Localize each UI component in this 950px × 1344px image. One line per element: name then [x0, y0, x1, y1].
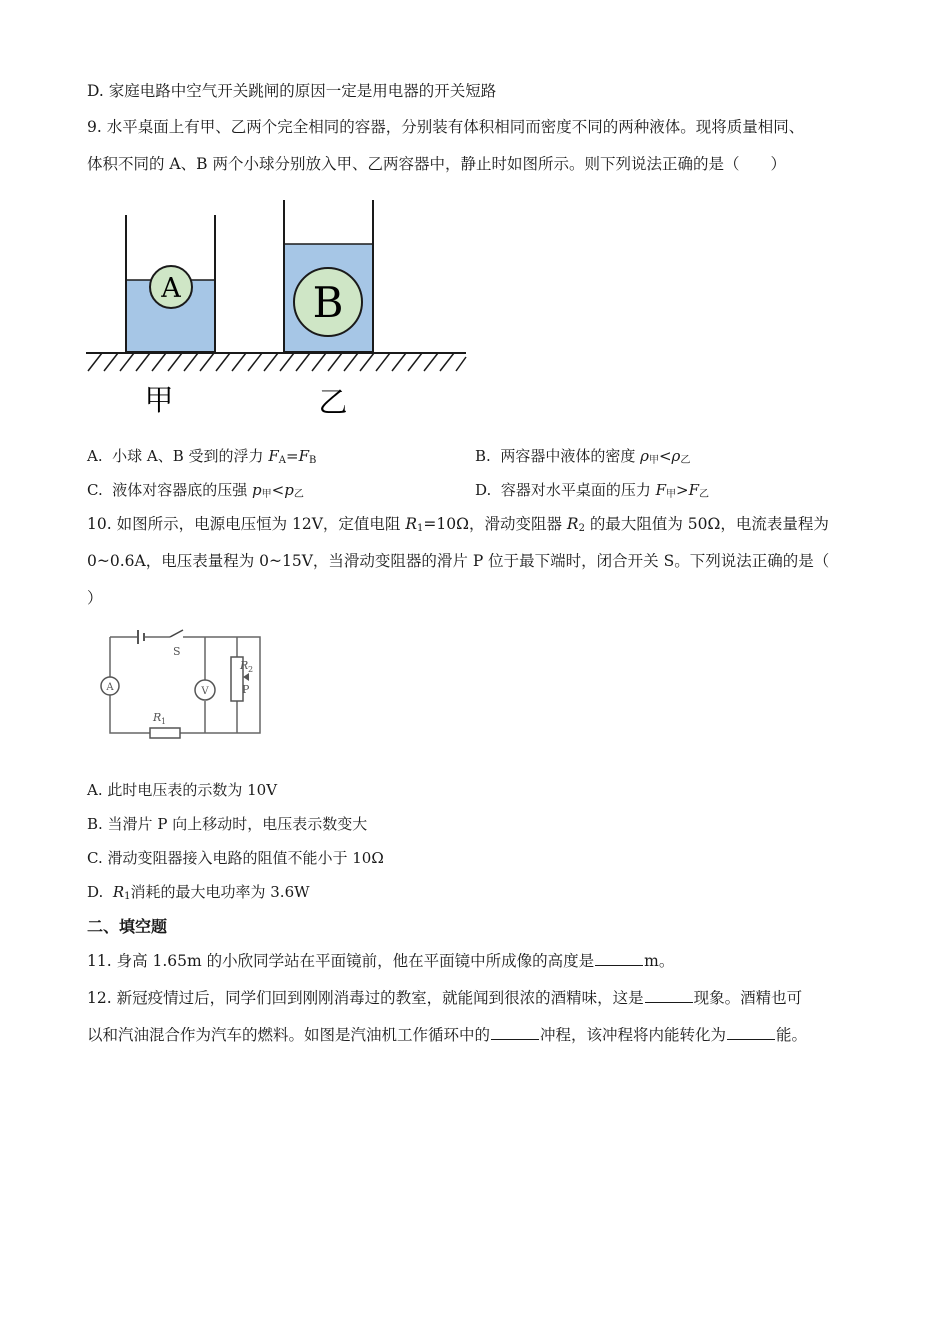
q12-blank-1[interactable]: [645, 988, 693, 1003]
ball-b-label: B: [312, 278, 344, 327]
q10-stem-line2: 0~0.6A，电压表量程为 0~15V，当滑动变阻器的滑片 P 位于最下端时，闭合开关 S。下列说法正确的是（: [87, 552, 830, 570]
ammeter-label: A: [106, 682, 114, 693]
slider-label: P: [242, 683, 250, 696]
switch-s[interactable]: [170, 630, 183, 637]
label-jia: 甲: [144, 383, 174, 417]
r1-label: R: [153, 711, 162, 724]
q12-blank-3[interactable]: [727, 1025, 775, 1040]
q10-option-a: A. 此时电压表的示数为 10V: [87, 781, 278, 799]
r2-subscript: 2: [248, 665, 254, 674]
q11-stem: 11. 身高 1.65m 的小欣同学站在平面镜前，他在平面镜中所成像的高度是 m。: [87, 952, 675, 970]
q10-option-b: B. 当滑片 P 向上移动时，电压表示数变大: [87, 815, 368, 833]
section-heading: 二、填空题: [87, 917, 168, 936]
q12-blank-2[interactable]: [491, 1025, 539, 1040]
q12-stem-line1: 12. 新冠疫情过后，同学们回到刚刚消毒过的教室，就能闻到很浓的酒精味，这是 现象。酒精也可: [87, 989, 803, 1007]
q9-stem-line2: 体积不同的 A、B 两个小球分别放入甲、乙两容器中，静止时如图所示。则下列说法正确的是（ ）: [87, 155, 786, 173]
q9-option-b: B. 两容器中液体的密度 $\rho_甲<\rho_乙$: [475, 447, 691, 466]
q10-option-d: D. $R_1$消耗的最大电功率为 3.6W: [87, 883, 310, 902]
q9-option-c: C. 液体对容器底的压强 $p_甲<p_乙$: [87, 481, 304, 500]
q12-stem-line2: 以和汽油混合作为汽车的燃料。如图是汽油机工作循环中的 冲程，该冲程将内能转化为 能。: [87, 1026, 808, 1044]
slider-arrow[interactable]: [243, 673, 249, 681]
switch-label: S: [173, 645, 181, 658]
r2-label: R: [240, 659, 249, 672]
table-hatching: [88, 353, 466, 371]
q9-option-a: A. 小球 A、B 受到的浮力 $F_A=F_B$: [87, 447, 317, 466]
q10-option-c: C. 滑动变阻器接入电路的阻值不能小于 10Ω: [87, 849, 384, 867]
voltmeter-label: V: [201, 686, 209, 697]
resistor-r1: [150, 728, 180, 738]
ball-a-label: A: [161, 273, 181, 304]
battery-symbol: [138, 630, 144, 644]
q11-blank[interactable]: [595, 951, 643, 966]
q9-stem-line1: 9. 水平桌面上有甲、乙两个完全相同的容器，分别装有体积相同而密度不同的两种液体。现将质量相同、: [87, 118, 805, 136]
label-yi: 乙: [318, 385, 348, 419]
q9-option-d: D. 容器对水平桌面的压力 $F_甲>F_乙$: [475, 481, 710, 500]
q10-stem-line1: 10. 如图所示，电源电压恒为 12V，定值电阻 $R_1=10\Omega$，滑动变阻器 $R_2$ 的最大阻值为 50Ω，电流表量程为: [87, 515, 829, 534]
q10-circuit-figure: [95, 625, 270, 745]
q8-option-d: D. 家庭电路中空气开关跳闸的原因一定是用电器的开关短路: [87, 82, 497, 100]
q9-figure: [80, 195, 480, 425]
r1-subscript: 1: [161, 717, 167, 726]
q10-stem-line3: ）: [87, 589, 103, 607]
